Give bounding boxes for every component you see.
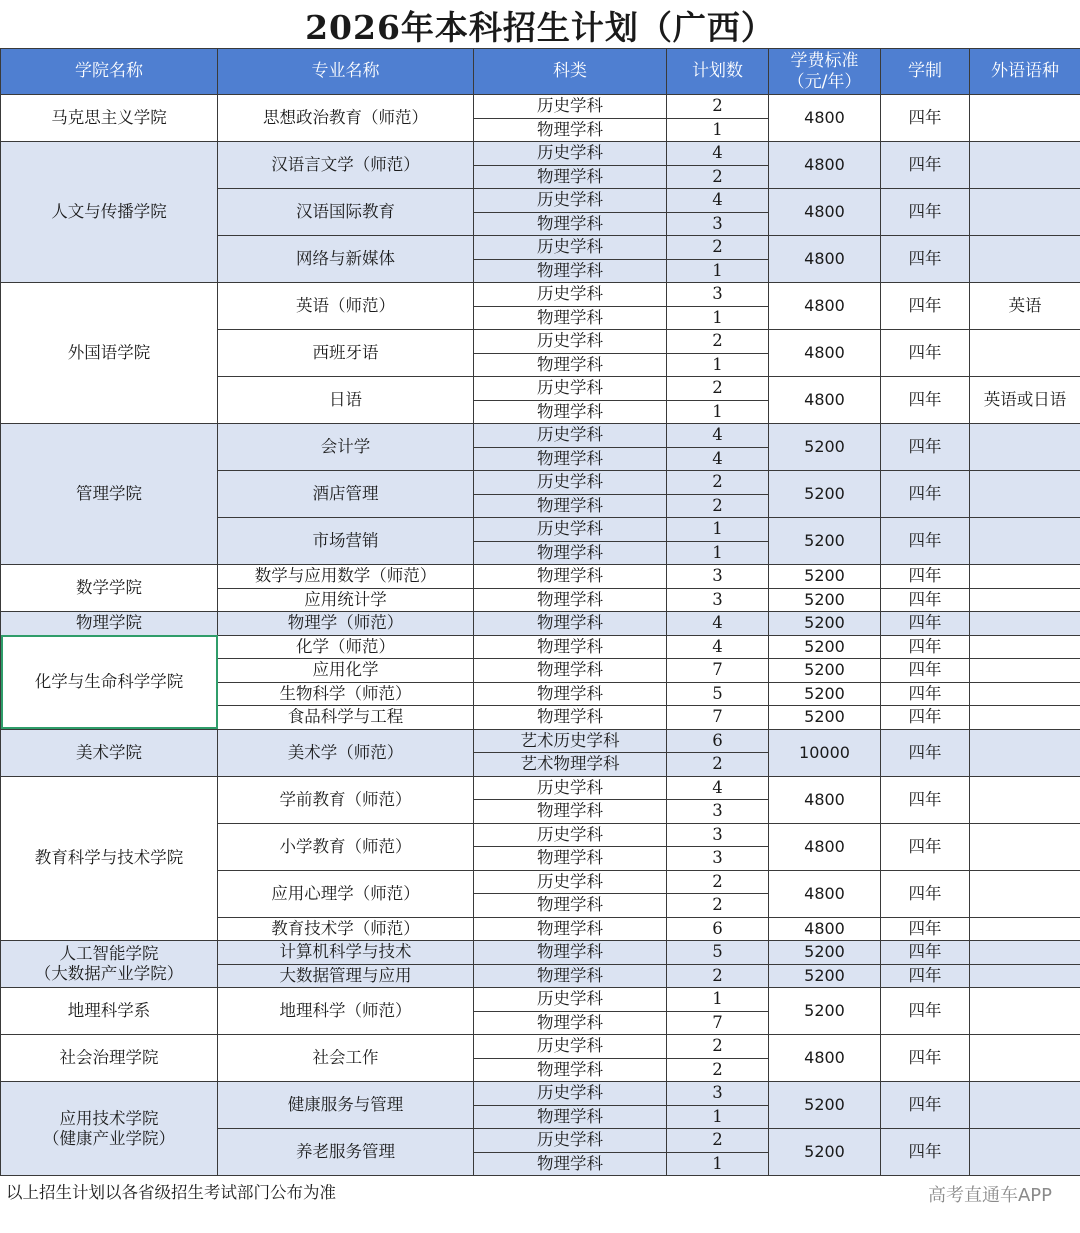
major-name-cell: 教育技术学（师范） bbox=[218, 917, 474, 941]
subject-cell: 物理学科 bbox=[474, 706, 667, 730]
college-name-cell: 外国语学院 bbox=[1, 283, 218, 424]
table-row bbox=[1, 729, 1080, 753]
duration-cell: 四年 bbox=[881, 988, 970, 1035]
subject-cell: 物理学科 bbox=[474, 353, 667, 377]
language-cell bbox=[970, 1082, 1080, 1129]
plan-count-cell: 3 bbox=[667, 847, 769, 871]
tuition-cell: 5200 bbox=[769, 1082, 881, 1129]
major-name-cell: 日语 bbox=[218, 377, 474, 424]
tuition-cell: 4800 bbox=[769, 95, 881, 142]
language-cell bbox=[970, 964, 1080, 988]
plan-count-cell: 1 bbox=[667, 1152, 769, 1176]
table-row bbox=[1, 941, 1080, 965]
language-cell bbox=[970, 424, 1080, 471]
subject-cell: 物理学科 bbox=[474, 400, 667, 424]
college-name-cell: 人文与传播学院 bbox=[1, 142, 218, 283]
duration-cell: 四年 bbox=[881, 1129, 970, 1176]
language-cell bbox=[970, 941, 1080, 965]
plan-count-cell: 7 bbox=[667, 659, 769, 683]
plan-count-cell: 6 bbox=[667, 729, 769, 753]
plan-count-cell: 3 bbox=[667, 283, 769, 307]
language-cell bbox=[970, 1129, 1080, 1176]
subject-cell: 物理学科 bbox=[474, 1105, 667, 1129]
footer-note: 以上招生计划以各省级招生考试部门公布为准 bbox=[6, 1183, 336, 1202]
tuition-cell: 4800 bbox=[769, 283, 881, 330]
subject-cell: 物理学科 bbox=[474, 165, 667, 189]
table-row bbox=[1, 424, 1080, 448]
duration-cell: 四年 bbox=[881, 588, 970, 612]
table-row bbox=[1, 283, 1080, 307]
subject-cell: 物理学科 bbox=[474, 612, 667, 636]
duration-cell: 四年 bbox=[881, 142, 970, 189]
duration-cell: 四年 bbox=[881, 964, 970, 988]
plan-count-cell: 4 bbox=[667, 424, 769, 448]
college-name-cell: 管理学院 bbox=[1, 424, 218, 565]
subject-cell: 物理学科 bbox=[474, 941, 667, 965]
plan-count-cell: 2 bbox=[667, 753, 769, 777]
plan-count-cell: 1 bbox=[667, 541, 769, 565]
major-name-cell: 应用心理学（师范） bbox=[218, 870, 474, 917]
major-name-cell: 英语（师范） bbox=[218, 283, 474, 330]
plan-count-cell: 7 bbox=[667, 1011, 769, 1035]
major-name-cell: 西班牙语 bbox=[218, 330, 474, 377]
duration-cell: 四年 bbox=[881, 471, 970, 518]
plan-count-cell: 1 bbox=[667, 518, 769, 542]
table-row bbox=[1, 565, 1080, 589]
tuition-cell: 5200 bbox=[769, 988, 881, 1035]
plan-count-cell: 1 bbox=[667, 1105, 769, 1129]
plan-count-cell: 4 bbox=[667, 142, 769, 166]
tuition-cell: 4800 bbox=[769, 917, 881, 941]
subject-cell: 物理学科 bbox=[474, 847, 667, 871]
subject-cell: 物理学科 bbox=[474, 118, 667, 142]
tuition-cell: 5200 bbox=[769, 659, 881, 683]
tuition-cell: 5200 bbox=[769, 635, 881, 659]
subject-cell: 艺术历史学科 bbox=[474, 729, 667, 753]
header-college: 学院名称 bbox=[1, 49, 218, 95]
duration-cell: 四年 bbox=[881, 1082, 970, 1129]
college-name-cell: 地理科学系 bbox=[1, 988, 218, 1035]
plan-count-cell: 4 bbox=[667, 447, 769, 471]
subject-cell: 物理学科 bbox=[474, 964, 667, 988]
subject-cell: 历史学科 bbox=[474, 424, 667, 448]
plan-count-cell: 2 bbox=[667, 95, 769, 119]
major-name-cell: 养老服务管理 bbox=[218, 1129, 474, 1176]
subject-cell: 物理学科 bbox=[474, 447, 667, 471]
major-name-cell: 社会工作 bbox=[218, 1035, 474, 1082]
language-cell: 英语或日语 bbox=[970, 377, 1080, 424]
table-body bbox=[1, 95, 1080, 1176]
language-cell bbox=[970, 612, 1080, 636]
language-cell bbox=[970, 635, 1080, 659]
duration-cell: 四年 bbox=[881, 659, 970, 683]
duration-cell: 四年 bbox=[881, 518, 970, 565]
language-cell bbox=[970, 95, 1080, 142]
major-name-cell: 小学教育（师范） bbox=[218, 823, 474, 870]
plan-count-cell: 3 bbox=[667, 588, 769, 612]
tuition-cell: 4800 bbox=[769, 377, 881, 424]
duration-cell: 四年 bbox=[881, 917, 970, 941]
plan-count-cell: 2 bbox=[667, 165, 769, 189]
subject-cell: 历史学科 bbox=[474, 189, 667, 213]
header-plan-count: 计划数 bbox=[667, 49, 769, 95]
duration-cell: 四年 bbox=[881, 941, 970, 965]
plan-count-cell: 2 bbox=[667, 1035, 769, 1059]
plan-count-cell: 2 bbox=[667, 236, 769, 260]
plan-count-cell: 2 bbox=[667, 964, 769, 988]
subject-cell: 历史学科 bbox=[474, 988, 667, 1012]
subject-cell: 历史学科 bbox=[474, 518, 667, 542]
subject-cell: 历史学科 bbox=[474, 870, 667, 894]
duration-cell: 四年 bbox=[881, 377, 970, 424]
duration-cell: 四年 bbox=[881, 823, 970, 870]
header-subject: 科类 bbox=[474, 49, 667, 95]
duration-cell: 四年 bbox=[881, 283, 970, 330]
subject-cell: 物理学科 bbox=[474, 212, 667, 236]
language-cell: 英语 bbox=[970, 283, 1080, 330]
plan-count-cell: 1 bbox=[667, 306, 769, 330]
duration-cell: 四年 bbox=[881, 870, 970, 917]
plan-count-cell: 2 bbox=[667, 494, 769, 518]
plan-count-cell: 1 bbox=[667, 988, 769, 1012]
plan-count-cell: 4 bbox=[667, 635, 769, 659]
major-name-cell: 会计学 bbox=[218, 424, 474, 471]
duration-cell: 四年 bbox=[881, 635, 970, 659]
plan-count-cell: 3 bbox=[667, 1082, 769, 1106]
duration-cell: 四年 bbox=[881, 189, 970, 236]
tuition-cell: 4800 bbox=[769, 823, 881, 870]
subject-cell: 物理学科 bbox=[474, 1058, 667, 1082]
enrollment-plan-table bbox=[0, 48, 1080, 1176]
tuition-cell: 5200 bbox=[769, 612, 881, 636]
tuition-cell: 4800 bbox=[769, 776, 881, 823]
major-name-cell: 数学与应用数学（师范） bbox=[218, 565, 474, 589]
subject-cell: 历史学科 bbox=[474, 377, 667, 401]
language-cell bbox=[970, 471, 1080, 518]
tuition-cell: 5200 bbox=[769, 588, 881, 612]
duration-cell: 四年 bbox=[881, 424, 970, 471]
tuition-cell: 4800 bbox=[769, 142, 881, 189]
subject-cell: 物理学科 bbox=[474, 541, 667, 565]
header-duration: 学制 bbox=[881, 49, 970, 95]
language-cell bbox=[970, 729, 1080, 776]
college-name-cell: 美术学院 bbox=[1, 729, 218, 776]
college-name-cell: 数学学院 bbox=[1, 565, 218, 612]
language-cell bbox=[970, 236, 1080, 283]
table-row bbox=[1, 142, 1080, 166]
table-row bbox=[1, 988, 1080, 1012]
language-cell bbox=[970, 330, 1080, 377]
plan-count-cell: 5 bbox=[667, 941, 769, 965]
major-name-cell: 市场营销 bbox=[218, 518, 474, 565]
plan-count-cell: 7 bbox=[667, 706, 769, 730]
subject-cell: 历史学科 bbox=[474, 1035, 667, 1059]
subject-cell: 物理学科 bbox=[474, 1152, 667, 1176]
plan-count-cell: 2 bbox=[667, 1129, 769, 1153]
language-cell bbox=[970, 1035, 1080, 1082]
college-name-cell: 马克思主义学院 bbox=[1, 95, 218, 142]
plan-count-cell: 2 bbox=[667, 377, 769, 401]
duration-cell: 四年 bbox=[881, 1035, 970, 1082]
duration-cell: 四年 bbox=[881, 95, 970, 142]
subject-cell: 物理学科 bbox=[474, 800, 667, 824]
language-cell bbox=[970, 988, 1080, 1035]
plan-count-cell: 3 bbox=[667, 565, 769, 589]
plan-count-cell: 3 bbox=[667, 823, 769, 847]
subject-cell: 历史学科 bbox=[474, 471, 667, 495]
tuition-cell: 5200 bbox=[769, 682, 881, 706]
plan-count-cell: 1 bbox=[667, 259, 769, 283]
watermark: 高考直通车APP bbox=[927, 1185, 1052, 1206]
language-cell bbox=[970, 870, 1080, 917]
plan-count-cell: 1 bbox=[667, 400, 769, 424]
subject-cell: 历史学科 bbox=[474, 236, 667, 260]
plan-count-cell: 4 bbox=[667, 776, 769, 800]
major-name-cell: 应用统计学 bbox=[218, 588, 474, 612]
table-row bbox=[1, 635, 1080, 659]
language-cell bbox=[970, 682, 1080, 706]
plan-count-cell: 3 bbox=[667, 212, 769, 236]
table-row bbox=[1, 776, 1080, 800]
subject-cell: 历史学科 bbox=[474, 1082, 667, 1106]
major-name-cell: 食品科学与工程 bbox=[218, 706, 474, 730]
subject-cell: 历史学科 bbox=[474, 823, 667, 847]
plan-count-cell: 2 bbox=[667, 870, 769, 894]
plan-count-cell: 5 bbox=[667, 682, 769, 706]
duration-cell: 四年 bbox=[881, 706, 970, 730]
table-row bbox=[1, 1082, 1080, 1106]
table-row bbox=[1, 1035, 1080, 1059]
major-name-cell: 思想政治教育（师范） bbox=[218, 95, 474, 142]
table-row bbox=[1, 612, 1080, 636]
duration-cell: 四年 bbox=[881, 682, 970, 706]
tuition-cell: 4800 bbox=[769, 236, 881, 283]
subject-cell: 物理学科 bbox=[474, 917, 667, 941]
major-name-cell: 大数据管理与应用 bbox=[218, 964, 474, 988]
major-name-cell: 化学（师范） bbox=[218, 635, 474, 659]
duration-cell: 四年 bbox=[881, 565, 970, 589]
duration-cell: 四年 bbox=[881, 776, 970, 823]
duration-cell: 四年 bbox=[881, 236, 970, 283]
header-major: 专业名称 bbox=[218, 49, 474, 95]
language-cell bbox=[970, 776, 1080, 823]
page-title: 2026年本科招生计划（广西） bbox=[305, 8, 775, 47]
tuition-cell: 5200 bbox=[769, 964, 881, 988]
tuition-cell: 4800 bbox=[769, 330, 881, 377]
major-name-cell: 汉语国际教育 bbox=[218, 189, 474, 236]
tuition-cell: 4800 bbox=[769, 870, 881, 917]
major-name-cell: 物理学（师范） bbox=[218, 612, 474, 636]
language-cell bbox=[970, 823, 1080, 870]
plan-count-cell: 4 bbox=[667, 612, 769, 636]
tuition-cell: 5200 bbox=[769, 518, 881, 565]
college-name-cell: 社会治理学院 bbox=[1, 1035, 218, 1082]
plan-count-cell: 2 bbox=[667, 894, 769, 918]
subject-cell: 历史学科 bbox=[474, 283, 667, 307]
language-cell bbox=[970, 142, 1080, 189]
language-cell bbox=[970, 189, 1080, 236]
major-name-cell: 酒店管理 bbox=[218, 471, 474, 518]
major-name-cell: 美术学（师范） bbox=[218, 729, 474, 776]
language-cell bbox=[970, 588, 1080, 612]
plan-count-cell: 1 bbox=[667, 118, 769, 142]
major-name-cell: 健康服务与管理 bbox=[218, 1082, 474, 1129]
tuition-cell: 5200 bbox=[769, 471, 881, 518]
subject-cell: 物理学科 bbox=[474, 894, 667, 918]
subject-cell: 历史学科 bbox=[474, 1129, 667, 1153]
plan-count-cell: 2 bbox=[667, 471, 769, 495]
subject-cell: 历史学科 bbox=[474, 330, 667, 354]
table-row bbox=[1, 95, 1080, 119]
major-name-cell: 应用化学 bbox=[218, 659, 474, 683]
header-tuition: 学费标准 （元/年） bbox=[769, 49, 881, 95]
college-name-cell: 应用技术学院 （健康产业学院） bbox=[1, 1082, 218, 1176]
language-cell bbox=[970, 706, 1080, 730]
subject-cell: 物理学科 bbox=[474, 494, 667, 518]
duration-cell: 四年 bbox=[881, 729, 970, 776]
duration-cell: 四年 bbox=[881, 330, 970, 377]
subject-cell: 物理学科 bbox=[474, 565, 667, 589]
subject-cell: 物理学科 bbox=[474, 1011, 667, 1035]
duration-cell: 四年 bbox=[881, 612, 970, 636]
subject-cell: 历史学科 bbox=[474, 776, 667, 800]
college-name-cell: 化学与生命科学学院 bbox=[1, 635, 218, 729]
subject-cell: 历史学科 bbox=[474, 142, 667, 166]
language-cell bbox=[970, 917, 1080, 941]
major-name-cell: 汉语言文学（师范） bbox=[218, 142, 474, 189]
header-language: 外语语种 bbox=[970, 49, 1080, 95]
tuition-cell: 10000 bbox=[769, 729, 881, 776]
major-name-cell: 计算机科学与技术 bbox=[218, 941, 474, 965]
plan-count-cell: 3 bbox=[667, 800, 769, 824]
subject-cell: 物理学科 bbox=[474, 259, 667, 283]
major-name-cell: 地理科学（师范） bbox=[218, 988, 474, 1035]
major-name-cell: 网络与新媒体 bbox=[218, 236, 474, 283]
subject-cell: 历史学科 bbox=[474, 95, 667, 119]
college-name-cell: 人工智能学院 （大数据产业学院） bbox=[1, 941, 218, 988]
tuition-cell: 5200 bbox=[769, 1129, 881, 1176]
subject-cell: 物理学科 bbox=[474, 306, 667, 330]
table-header-row bbox=[1, 49, 1080, 95]
plan-count-cell: 1 bbox=[667, 353, 769, 377]
language-cell bbox=[970, 518, 1080, 565]
subject-cell: 艺术物理学科 bbox=[474, 753, 667, 777]
major-name-cell: 学前教育（师范） bbox=[218, 776, 474, 823]
college-name-cell: 教育科学与技术学院 bbox=[1, 776, 218, 941]
tuition-cell: 4800 bbox=[769, 1035, 881, 1082]
tuition-cell: 5200 bbox=[769, 941, 881, 965]
plan-count-cell: 6 bbox=[667, 917, 769, 941]
tuition-cell: 5200 bbox=[769, 424, 881, 471]
subject-cell: 物理学科 bbox=[474, 635, 667, 659]
plan-count-cell: 2 bbox=[667, 1058, 769, 1082]
plan-count-cell: 4 bbox=[667, 189, 769, 213]
subject-cell: 物理学科 bbox=[474, 588, 667, 612]
major-name-cell: 生物科学（师范） bbox=[218, 682, 474, 706]
subject-cell: 物理学科 bbox=[474, 682, 667, 706]
language-cell bbox=[970, 565, 1080, 589]
tuition-cell: 5200 bbox=[769, 706, 881, 730]
tuition-cell: 4800 bbox=[769, 189, 881, 236]
subject-cell: 物理学科 bbox=[474, 659, 667, 683]
plan-count-cell: 2 bbox=[667, 330, 769, 354]
college-name-cell: 物理学院 bbox=[1, 612, 218, 636]
language-cell bbox=[970, 659, 1080, 683]
tuition-cell: 5200 bbox=[769, 565, 881, 589]
